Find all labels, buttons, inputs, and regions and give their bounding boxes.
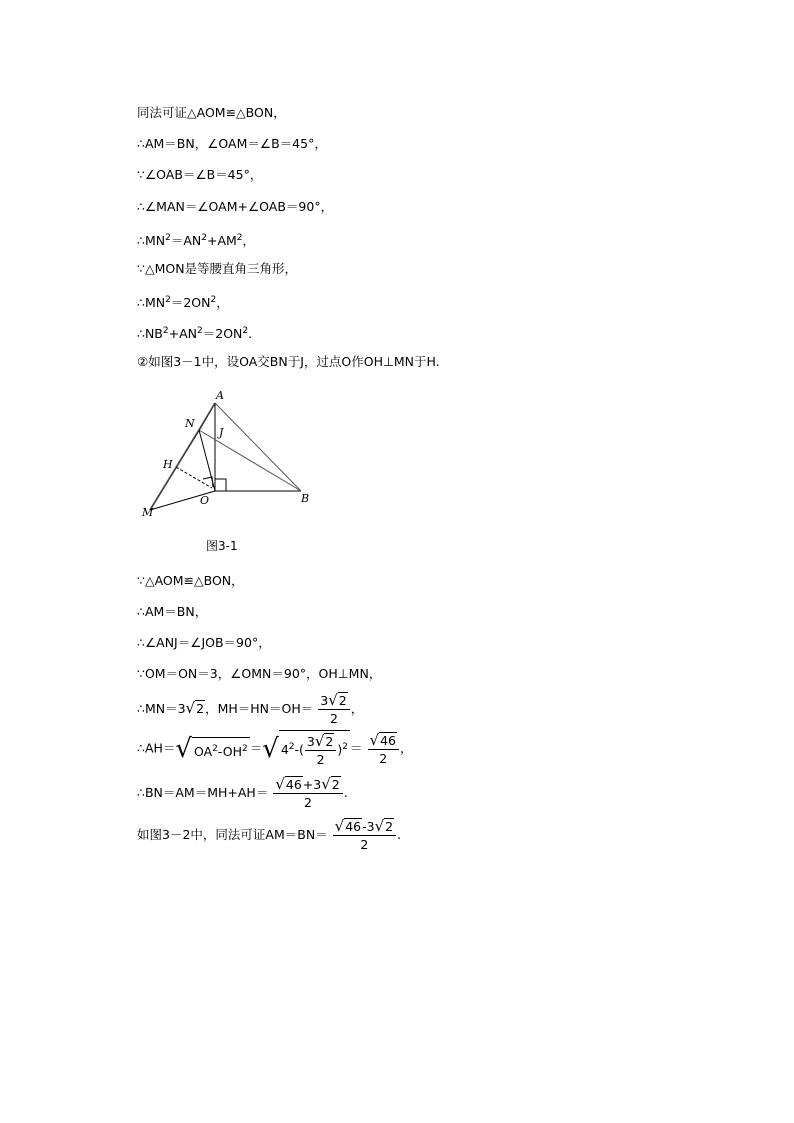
- fraction-root46-over-2: $\frac{√46}{2}$: [368, 732, 399, 767]
- label-N: N: [185, 417, 195, 430]
- proof-line-9: ②如图3－1中，设OA交BN于J，过点O作OH⊥MN于H.: [137, 354, 440, 369]
- proof-line-8: $\therefore NB^2+AN^2=2ON^2$.: [137, 326, 253, 342]
- proof-line-16: ∴BN＝AM＝MH+AH＝ $\frac{√46+3√2}{2}$ .: [137, 775, 348, 810]
- label-J: J: [219, 426, 224, 439]
- label-B: B: [301, 492, 310, 505]
- proof-line-12: ∴∠ANJ＝∠JOB＝90°，: [137, 635, 271, 650]
- label-O: O: [200, 494, 210, 507]
- proof-line-15: ∴AH＝√ $OA^2-OH^2$ ＝√ $4^2-$( $\frac{3√2}{2}$ )$^2$ ＝ $\frac{√46}{2}$ ，: [137, 730, 413, 767]
- proof-line-13: ∵OM＝ON＝3，∠OMN＝90°，OH⊥MN，: [137, 666, 382, 681]
- label-A: A: [216, 389, 224, 402]
- proof-line-5: $\therefore MN^2=AN^2+AM^2$，: [137, 233, 256, 249]
- proof-line-6: ∵△MON是等腰直角三角形，: [137, 261, 298, 276]
- fraction-3root2-over-2: $\frac{3√2}{2}$: [318, 692, 349, 727]
- proof-line-4: ∴∠MAN＝∠OAM+∠OAB＝90°，: [137, 199, 334, 214]
- figure-caption: 图3-1: [206, 539, 238, 553]
- proof-line-2: ∴AM＝BN，∠OAM＝∠B＝45°，: [137, 136, 327, 151]
- proof-line-3: ∵∠OAB＝∠B＝45°，: [137, 167, 263, 182]
- segment-OH-dashed: [176, 467, 212, 488]
- proof-line-11: ∴AM＝BN，: [137, 604, 208, 619]
- proof-line-7: $\therefore MN^2=2ON^2$，: [137, 295, 229, 311]
- proof-line-17: 如图3－2中，同法可证AM＝BN＝ $\frac{√46-3√2}{2}$ .: [137, 817, 402, 852]
- proof-line-1: 同法可证△AOM≌△BON，: [137, 105, 286, 120]
- right-angle-mark-AOB: [215, 479, 226, 491]
- fraction-root46-plus-3root2-over-2: $\frac{√46+3√2}{2}$: [273, 776, 342, 811]
- proof-line-10: ∵△AOM≌△BON，: [137, 573, 244, 588]
- label-M: M: [142, 506, 154, 519]
- label-H: H: [163, 458, 173, 471]
- proof-line-14: ∴MN＝3√2，MH＝HN＝OH＝ $\frac{3√2}{2}$ ，: [137, 691, 364, 726]
- geometry-figure-3-1: [140, 388, 330, 523]
- fraction-root46-minus-3root2-over-2: $\frac{√46-3√2}{2}$: [333, 818, 396, 853]
